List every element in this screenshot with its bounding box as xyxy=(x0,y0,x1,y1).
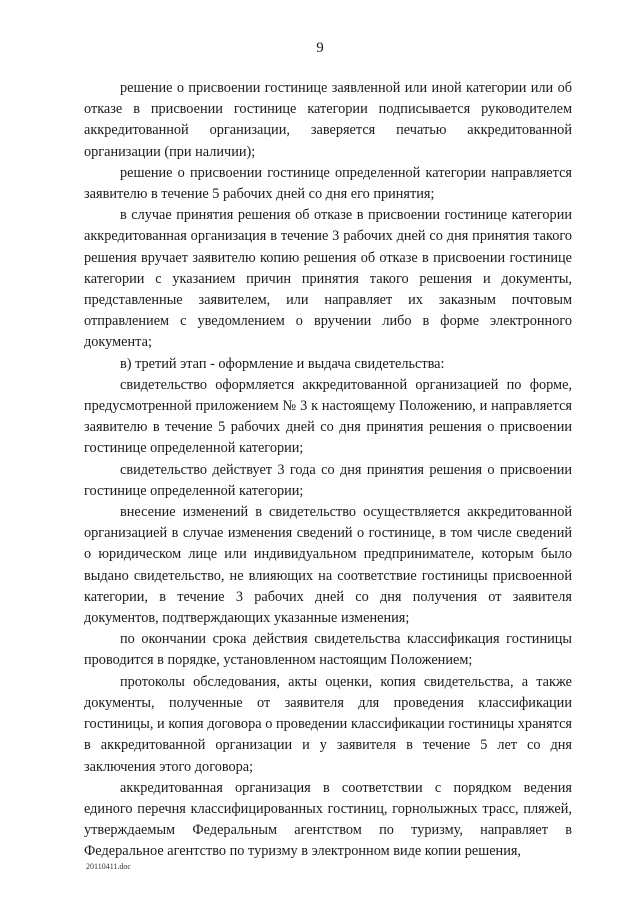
paragraph: внесение изменений в свидетельство осуществляется аккредитованной организацией в случае изменения сведений о гостинице, в том числе сведений о юридическом лице или индивидуальном предпринимателе, которым было выдано свидетельство, не влияющих на соответствие гостиницы присвоенной категории, в течение 3 рабочих дней со дня получения от заявителя документов, подтверждающих указанные изменения; xyxy=(84,504,572,627)
paragraph: свидетельство оформляется аккредитованной организацией по форме, предусмотренной приложением № 3 к настоящему Положению, и направляется заявителю в течение 5 рабочих дней со дня принятия решения о присвоении гостинице определенной категории; xyxy=(84,376,572,457)
paragraph: аккредитованная организация в соответствии с порядком ведения единого перечня классифицированных гостиниц, горнолыжных трасс, пляжей, утверждаемым Федеральным агентством по туризму, направляет в Федеральное агентство по туризму в электронном виде копии решения, xyxy=(84,779,572,860)
document-body xyxy=(84,78,572,863)
paragraph: в) третий этап - оформление и выдача свидетельства: xyxy=(120,355,445,372)
paragraph: решение о присвоении гостинице определенной категории направляется заявителю в течение 5 рабочих дней со дня его принятия; xyxy=(84,164,572,203)
paragraph: в случае принятия решения об отказе в присвоении гостинице категории аккредитованная организация в течение 3 рабочих дней со дня принятия такого решения вручает заявителю копию решения об отказе в присвоении гостинице категории с указанием причин принятия такого решения и документы, представленные заявителем, или направляет их заказным почтовым отправлением с уведомлением о вручении либо в форме электронного документа; xyxy=(84,207,572,351)
footer-filename: 20110411.doc xyxy=(86,862,131,871)
paragraph: по окончании срока действия свидетельства классификация гостиницы проводится в порядке, установленном настоящим Положением; xyxy=(84,631,572,669)
page-number: 9 xyxy=(316,40,324,56)
paragraph: решение о присвоении гостинице заявленной или иной категории или об отказе в присвоении гостинице категории подписывается руководителем аккредитованной организации, заверяется печатью аккредитованной организации (при наличии); xyxy=(84,80,572,160)
paragraph: свидетельство действует 3 года со дня принятия решения о присвоении гостинице определенной категории; xyxy=(84,461,572,499)
paragraph: протоколы обследования, акты оценки, копия свидетельства, а также документы, полученные от заявителя для проведения классификации гостиницы, и копия договора о проведении классификации гостиницы хранятся в аккредитованной организации и у заявителя в течение 5 лет со дня заключения этого договора; xyxy=(84,673,572,775)
